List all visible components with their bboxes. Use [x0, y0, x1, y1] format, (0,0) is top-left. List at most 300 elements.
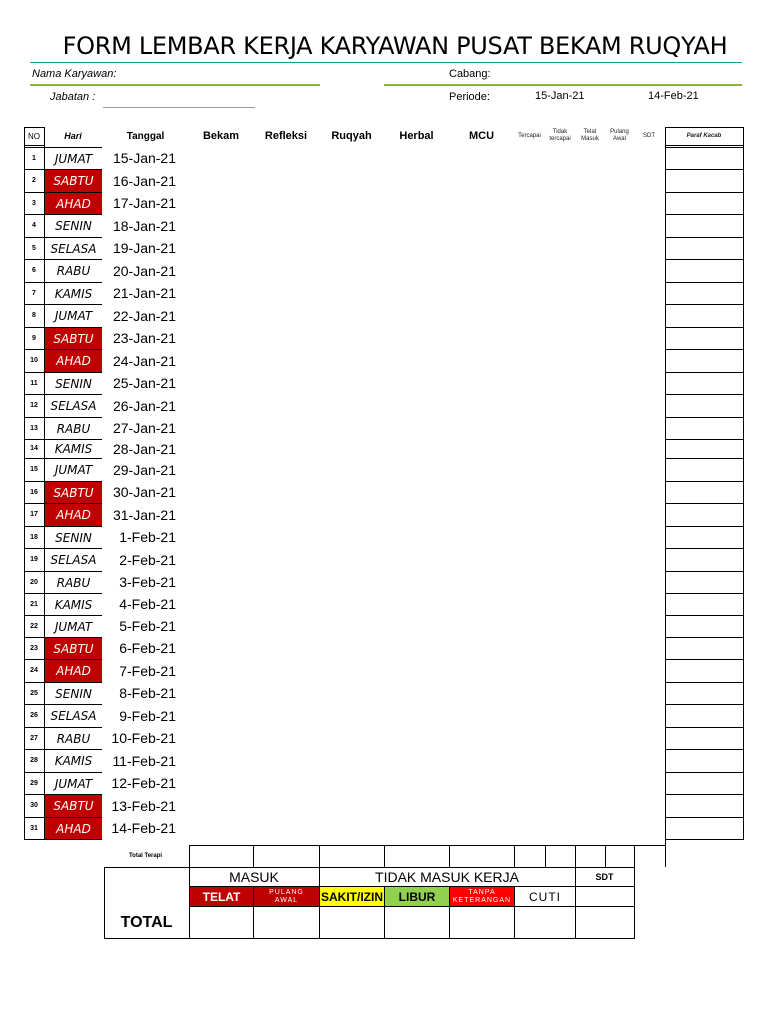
grid-line — [24, 192, 44, 193]
row-number: 16 — [30, 488, 38, 496]
paraf-kacab-cell[interactable] — [666, 660, 742, 682]
row-hari: JUMAT — [54, 463, 93, 477]
periode-label: Periode: — [449, 91, 490, 103]
header-tidak-tercapai — [545, 127, 575, 145]
grid-line — [665, 458, 743, 459]
row-tanggal: 7-Feb-21 — [119, 662, 176, 679]
paraf-kacab-cell[interactable] — [666, 440, 742, 458]
row-tanggal: 15-Jan-21 — [112, 150, 176, 166]
cabang-label: Cabang: — [449, 68, 491, 80]
grid-line — [44, 304, 102, 305]
paraf-kacab-cell[interactable] — [666, 504, 742, 526]
row-hari: RABU — [56, 575, 91, 590]
masuk-header: MASUK — [229, 868, 279, 885]
row-tanggal: 30-Jan-21 — [112, 484, 176, 500]
row-number: 3 — [32, 199, 36, 207]
row-tanggal: 22-Jan-21 — [112, 307, 176, 324]
grid-line — [44, 481, 102, 482]
row-number: 23 — [30, 644, 38, 652]
row-hari: KAMIS — [54, 286, 93, 301]
grid-line — [44, 659, 102, 660]
grid-line — [24, 394, 44, 395]
tanpa-keterangan-line1: TANPA — [468, 888, 496, 896]
row-number: 2 — [32, 177, 36, 184]
row-tanggal: 25-Jan-21 — [112, 375, 176, 391]
grid-line — [44, 548, 102, 549]
row-tanggal: 20-Jan-21 — [112, 262, 176, 279]
grid-line — [665, 372, 743, 373]
pulang-awal-line2: AWAL — [274, 896, 299, 904]
paraf-kacab-cell[interactable] — [666, 616, 742, 637]
grid-line — [44, 439, 102, 440]
row-tanggal: 23-Jan-21 — [112, 330, 176, 346]
grid-line — [575, 845, 576, 867]
row-hari: AHAD — [45, 504, 102, 526]
grid-line — [24, 127, 44, 128]
grid-line — [44, 615, 102, 616]
header-pulang-awal — [605, 127, 634, 145]
grid-line — [24, 127, 25, 840]
row-number: 15 — [30, 466, 38, 473]
paraf-kacab-cell[interactable] — [666, 373, 742, 394]
header-herbal: Herbal — [399, 130, 434, 142]
grid-line — [44, 349, 102, 350]
paraf-kacab-cell[interactable] — [666, 283, 742, 304]
grid-line — [24, 439, 44, 440]
row-hari: KAMIS — [54, 754, 93, 768]
grid-line — [665, 282, 743, 283]
grid-line — [189, 867, 190, 887]
row-number: 20 — [30, 578, 38, 586]
grid-line — [665, 772, 743, 773]
header-telat-masuk — [575, 127, 605, 145]
grid-line — [665, 349, 743, 350]
grid-line — [665, 237, 743, 238]
grid-line — [665, 727, 743, 728]
row-number: 13 — [30, 424, 38, 432]
row-number: 9 — [32, 334, 36, 342]
nama-karyawan-field[interactable] — [30, 84, 320, 86]
grid-line — [44, 727, 102, 728]
row-number: 11 — [30, 379, 38, 387]
grid-line — [665, 526, 743, 527]
grid-line — [253, 886, 254, 939]
row-hari: SABTU — [45, 795, 102, 817]
grid-line — [24, 593, 44, 594]
grid-line — [665, 304, 743, 305]
paraf-kacab-cell[interactable] — [666, 572, 742, 593]
row-tanggal: 18-Jan-21 — [112, 217, 176, 234]
row-hari: SELASA — [50, 399, 97, 413]
row-tanggal: 11-Feb-21 — [112, 752, 176, 769]
row-hari: JUMAT — [54, 619, 93, 634]
pulang-awal-line1: PULANG — [269, 888, 304, 896]
paraf-kacab-cell[interactable] — [666, 594, 742, 615]
row-number: 28 — [30, 757, 38, 764]
row-hari: SELASA — [50, 241, 97, 256]
row-hari: SENIN — [55, 376, 92, 391]
paraf-kacab-cell[interactable] — [666, 705, 742, 727]
row-tanggal: 16-Jan-21 — [112, 172, 176, 189]
form-title: FORM LEMBAR KERJA KARYAWAN PUSAT BEKAM RUQYAH — [62, 32, 728, 60]
grid-line — [44, 704, 102, 705]
header-telat-masuk-line1: Telat — [583, 129, 597, 135]
grid-line — [449, 845, 450, 867]
grid-line — [665, 481, 743, 482]
grid-line — [665, 147, 743, 148]
row-tanggal: 27-Jan-21 — [112, 420, 176, 436]
paraf-kacab-cell[interactable] — [666, 459, 742, 481]
row-number: 30 — [30, 802, 38, 809]
grid-line — [44, 237, 102, 238]
row-tanggal: 9-Feb-21 — [119, 707, 176, 724]
grid-line — [634, 867, 635, 939]
row-number: 21 — [30, 600, 38, 608]
paraf-kacab-cell[interactable] — [666, 482, 742, 503]
grid-line — [24, 615, 44, 616]
row-number: 14 — [30, 445, 38, 452]
grid-line — [665, 659, 743, 660]
row-hari: SABTU — [45, 170, 102, 192]
header-ruqyah: Ruqyah — [331, 130, 372, 142]
row-number: 22 — [30, 622, 38, 630]
paraf-kacab-cell[interactable] — [666, 795, 742, 817]
grid-line — [449, 886, 450, 939]
grid-line — [665, 682, 743, 683]
grid-line — [44, 503, 102, 504]
header-tanggal: Tanggal — [126, 130, 165, 142]
grid-line — [44, 169, 102, 170]
grid-line — [665, 439, 743, 440]
grid-line — [189, 845, 665, 846]
grid-line — [24, 794, 44, 795]
paraf-kacab-cell[interactable] — [666, 328, 742, 349]
tanpa-keterangan-line2: KETERANGAN — [452, 896, 512, 904]
jabatan-label: Jabatan : — [50, 91, 96, 103]
row-number: 7 — [32, 289, 36, 297]
row-hari: SABTU — [45, 328, 102, 349]
header-paraf-kacab: Paraf Kacab — [686, 132, 722, 139]
row-tanggal: 28-Jan-21 — [112, 440, 176, 457]
grid-line — [665, 214, 743, 215]
jabatan-field[interactable] — [103, 107, 255, 108]
row-tanggal: 31-Jan-21 — [112, 506, 176, 523]
cabang-field[interactable] — [384, 84, 742, 86]
header-tidak-tercapai-line1: Tidak — [552, 129, 568, 135]
grid-line — [44, 327, 102, 328]
grid-line — [44, 839, 102, 840]
grid-line — [24, 526, 44, 527]
paraf-kacab-cell[interactable] — [666, 350, 742, 372]
header-hari: Hari — [64, 131, 82, 141]
grid-line — [665, 192, 743, 193]
row-hari: RABU — [56, 264, 91, 278]
row-number: 17 — [30, 511, 38, 518]
grid-line — [24, 237, 44, 238]
sdt-header: SDT — [595, 871, 614, 882]
grid-line — [104, 867, 105, 939]
grid-line — [384, 845, 385, 867]
grid-line — [319, 867, 320, 887]
row-hari: RABU — [56, 421, 91, 436]
grid-line — [24, 214, 44, 215]
grid-line — [24, 503, 44, 504]
grid-line — [189, 845, 190, 867]
grid-line — [575, 886, 576, 939]
grid-line — [189, 886, 190, 939]
paraf-kacab-cell[interactable] — [666, 395, 742, 417]
row-number: 19 — [30, 556, 38, 563]
row-tanggal: 14-Feb-21 — [111, 820, 176, 836]
grid-line — [44, 458, 102, 459]
grid-line — [44, 817, 102, 818]
grid-line — [665, 817, 743, 818]
row-hari: SELASA — [50, 553, 97, 567]
grid-line — [514, 886, 515, 939]
paraf-kacab-cell[interactable] — [666, 238, 742, 259]
row-number: 29 — [30, 779, 38, 787]
grid-line — [665, 127, 666, 840]
grid-line — [575, 867, 576, 887]
paraf-kacab-cell[interactable] — [666, 750, 742, 772]
header-pulang-awal-line1: Pulang — [610, 129, 629, 135]
row-tanggal: 1-Feb-21 — [119, 529, 176, 545]
row-number: 18 — [30, 533, 38, 541]
header-tidak-tercapai-line2: tercapai — [549, 136, 571, 142]
grid-line — [665, 169, 743, 170]
row-number: 12 — [30, 402, 38, 409]
row-hari: RABU — [56, 731, 91, 746]
row-hari: SABTU — [45, 482, 102, 503]
grid-line — [665, 749, 743, 750]
row-hari: SELASA — [50, 709, 97, 723]
row-tanggal: 13-Feb-21 — [111, 797, 176, 814]
row-hari: AHAD — [45, 193, 102, 214]
grid-line — [44, 147, 102, 148]
grid-line — [514, 845, 515, 867]
row-tanggal: 29-Jan-21 — [112, 461, 176, 478]
grid-line — [24, 839, 44, 840]
paraf-kacab-cell[interactable] — [666, 638, 742, 659]
row-number: 25 — [30, 689, 38, 697]
row-number: 31 — [30, 824, 38, 832]
row-tanggal: 26-Jan-21 — [112, 397, 176, 414]
row-hari: KAMIS — [54, 597, 93, 612]
grid-line — [665, 259, 743, 260]
grid-line — [24, 304, 44, 305]
grid-line — [665, 327, 743, 328]
header-mcu: MCU — [468, 130, 495, 142]
row-tanggal: 12-Feb-21 — [111, 775, 176, 791]
grid-line — [44, 772, 102, 773]
grid-line — [665, 615, 743, 616]
row-tanggal: 2-Feb-21 — [119, 551, 176, 568]
grid-line — [44, 372, 102, 373]
grid-line — [665, 548, 743, 549]
grid-line — [665, 145, 743, 146]
paraf-kacab-cell[interactable] — [666, 683, 742, 704]
header-tercapai: Tercapai — [518, 132, 541, 139]
grid-line — [24, 727, 44, 728]
paraf-kacab-cell[interactable] — [666, 170, 742, 192]
grid-line — [319, 845, 320, 867]
grid-line — [24, 571, 44, 572]
grid-line — [44, 526, 102, 527]
grid-line — [665, 704, 743, 705]
grid-line — [24, 169, 44, 170]
paraf-kacab-cell[interactable] — [666, 527, 742, 548]
paraf-kacab-cell[interactable] — [666, 260, 742, 282]
row-number: 4 — [32, 222, 36, 229]
grid-line — [24, 704, 44, 705]
grid-line — [44, 682, 102, 683]
row-hari: JUMAT — [54, 151, 93, 166]
tanpa-keterangan-cell — [450, 887, 514, 906]
paraf-kacab-cell[interactable] — [666, 148, 742, 169]
grid-line — [44, 394, 102, 395]
grid-line — [44, 749, 102, 750]
grid-line — [634, 845, 635, 867]
row-hari: SENIN — [55, 530, 92, 545]
grid-line — [24, 349, 44, 350]
periode-end: 14-Feb-21 — [648, 90, 699, 102]
row-hari: KAMIS — [54, 442, 93, 456]
row-tanggal: 10-Feb-21 — [111, 730, 176, 746]
row-number: 10 — [30, 357, 38, 364]
grid-line — [44, 637, 102, 638]
paraf-kacab-cell[interactable] — [666, 215, 742, 237]
libur-cell: LIBUR — [385, 887, 449, 906]
grid-line — [743, 127, 744, 840]
row-hari: JUMAT — [54, 309, 93, 323]
grid-line — [24, 259, 44, 260]
grid-line — [24, 817, 44, 818]
paraf-kacab-cell[interactable] — [666, 418, 742, 439]
grid-line — [44, 214, 102, 215]
grid-line — [665, 794, 743, 795]
row-number: 26 — [30, 712, 38, 719]
row-number: 24 — [30, 667, 38, 674]
grid-line — [44, 282, 102, 283]
row-tanggal: 4-Feb-21 — [119, 596, 176, 612]
row-hari: AHAD — [45, 818, 102, 839]
row-hari: SABTU — [45, 638, 102, 659]
grid-line — [24, 548, 44, 549]
grid-line — [189, 906, 634, 907]
tidak-masuk-kerja-header: TIDAK MASUK KERJA — [375, 868, 519, 885]
grid-line — [665, 417, 743, 418]
grid-line — [24, 327, 44, 328]
grid-line — [104, 867, 634, 868]
header-telat-masuk-line2: Masuk — [581, 136, 599, 142]
header-pulang-awal-line2: Awal — [613, 136, 626, 142]
row-hari: JUMAT — [54, 776, 93, 791]
grid-line — [24, 417, 44, 418]
total-terapi-label: Total Terapi — [128, 853, 163, 859]
paraf-kacab-cell[interactable] — [666, 728, 742, 749]
row-tanggal: 8-Feb-21 — [119, 685, 176, 701]
row-tanggal: 19-Jan-21 — [112, 240, 176, 256]
row-tanggal: 24-Jan-21 — [112, 352, 176, 369]
grid-line — [44, 192, 102, 193]
grid-line — [44, 259, 102, 260]
grid-line — [253, 845, 254, 867]
grid-line — [24, 481, 44, 482]
row-hari: SENIN — [55, 219, 92, 233]
pulang-awal-cell — [254, 887, 319, 906]
grid-line — [24, 372, 44, 373]
grid-line — [44, 571, 102, 572]
row-tanggal: 3-Feb-21 — [119, 574, 176, 590]
grid-line — [24, 659, 44, 660]
paraf-kacab-cell[interactable] — [666, 818, 742, 839]
nama-karyawan-label: Nama Karyawan: — [32, 68, 117, 80]
grid-line — [384, 886, 385, 939]
grid-line — [24, 458, 44, 459]
grid-line — [665, 845, 666, 867]
paraf-kacab-cell[interactable] — [666, 773, 742, 794]
row-number: 1 — [32, 154, 36, 162]
grid-line — [319, 886, 320, 939]
header-refleksi: Refleksi — [264, 130, 308, 142]
row-hari: AHAD — [45, 350, 102, 372]
grid-line — [44, 417, 102, 418]
header-sdt: SDT — [643, 132, 655, 139]
cuti-cell: CUTI — [529, 889, 561, 904]
title-underline — [30, 62, 742, 63]
row-hari: AHAD — [45, 660, 102, 682]
grid-line — [104, 938, 634, 939]
sakit-izin-cell: SAKIT/IZIN — [320, 887, 384, 906]
grid-line — [44, 794, 102, 795]
row-tanggal: 5-Feb-21 — [119, 618, 176, 634]
grid-line — [24, 282, 44, 283]
grid-line — [24, 772, 44, 773]
row-number: 27 — [30, 734, 38, 742]
grid-line — [665, 127, 743, 128]
row-number: 5 — [32, 244, 36, 252]
grid-line — [665, 503, 743, 504]
paraf-kacab-cell[interactable] — [666, 193, 742, 214]
grid-line — [24, 682, 44, 683]
row-tanggal: 6-Feb-21 — [119, 640, 176, 656]
grid-line — [665, 839, 743, 840]
row-tanggal: 21-Jan-21 — [112, 285, 176, 301]
row-tanggal: 17-Jan-21 — [112, 195, 176, 211]
grid-line — [665, 571, 743, 572]
grid-line — [44, 127, 45, 840]
total-label: TOTAL — [120, 913, 173, 931]
grid-line — [24, 147, 44, 148]
grid-line — [24, 749, 44, 750]
paraf-kacab-cell[interactable] — [666, 549, 742, 571]
telat-cell: TELAT — [190, 887, 253, 906]
row-number: 6 — [32, 267, 36, 274]
header-no: NO — [28, 131, 40, 141]
row-number: 8 — [32, 312, 36, 319]
grid-line — [545, 845, 546, 867]
grid-line — [665, 637, 743, 638]
grid-line — [665, 394, 743, 395]
grid-line — [24, 145, 44, 146]
grid-line — [605, 845, 606, 867]
periode-start: 15-Jan-21 — [535, 90, 585, 102]
grid-line — [24, 637, 44, 638]
row-hari: SENIN — [55, 686, 92, 701]
grid-line — [189, 886, 634, 887]
paraf-kacab-cell[interactable] — [666, 305, 742, 327]
header-bekam: Bekam — [202, 130, 240, 142]
